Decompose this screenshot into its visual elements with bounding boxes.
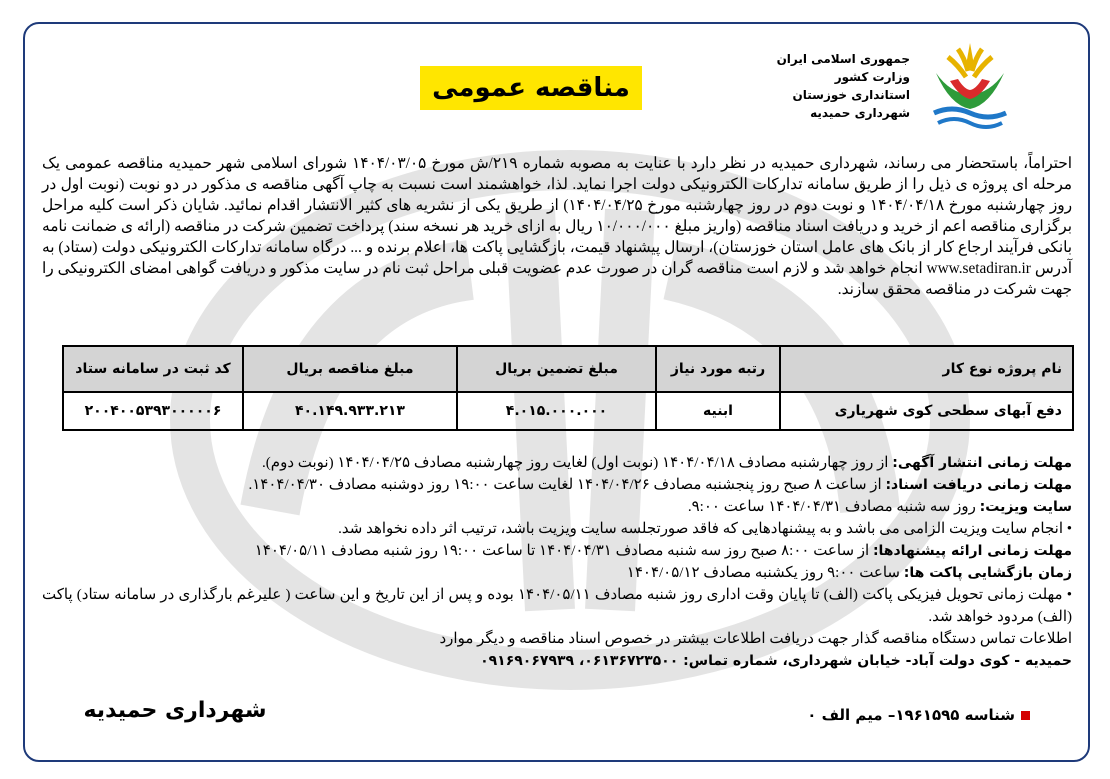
header-line-country: جمهوری اسلامی ایران [776,52,910,66]
tender-table [62,345,1074,431]
cell-grade: ابنیه [656,392,780,430]
header-block [770,50,910,122]
header-code: کد ثبت در سامانه ستاد [63,346,243,392]
header-project: نام پروژه نوع کار [780,346,1073,392]
tender-id: شناسه ۱۹۶۱۵۹۵– میم الف ۰ [720,706,1030,724]
schedule-item: مهلت زمانی ارائه پیشنهادها: از ساعت ۸:۰۰ صبح روز سه شنبه مصادف ۱۴۰۴/۰۴/۳۱ تا ساعت ۱۹:۰۰ روز شنبه مصادف ۱۴۰۴/۰۵/۱۱ [254,543,1072,559]
footer-organization: شهرداری حمیدیه [83,698,267,723]
table-row [63,392,1073,430]
header-amount: مبلغ مناقصه بریال [243,346,457,392]
title-banner [420,66,642,110]
table-header-row [63,346,1073,392]
header-line-municipality: شهرداری حمیدیه [810,106,910,120]
cell-code: ۲۰۰۴۰۰۵۳۹۳۰۰۰۰۰۶ [63,392,243,430]
header-grade: رتبه مورد نیاز [656,346,780,392]
schedule-note: • انجام سایت ویزیت الزامی می باشد و به پیشنهادهایی که فاقد صورتجلسه سایت ویزیت باشد، ترتیب اثر داده نخواهد شد. [338,521,1072,537]
cell-project: دفع آبهای سطحی کوی شهریاری [780,392,1073,430]
cell-guarantee: ۴.۰۱۵.۰۰۰.۰۰۰ [457,392,656,430]
header-guarantee: مبلغ تضمین بریال [457,346,656,392]
municipality-emblem-icon [920,35,1020,135]
header-line-province: استانداری خوزستان [792,88,910,102]
schedule-item: مهلت زمانی انتشار آگهی: از روز چهارشنبه مصادف ۱۴۰۴/۰۴/۱۸ (نوبت اول) لغایت روز چهارشنبه مصادف ۱۴۰۴/۰۴/۲۵ (نوبت دوم). [262,455,1072,471]
schedule-item: زمان بازگشایی پاکت ها: ساعت ۹:۰۰ روز یکشنبه مصادف ۱۴۰۴/۰۵/۱۲ [626,565,1072,581]
schedule-block [42,452,1072,672]
cell-amount: ۴۰.۱۴۹.۹۳۳.۲۱۳ [243,392,457,430]
header-line-ministry: وزارت کشور [834,70,910,84]
schedule-item: مهلت زمانی دریافت اسناد: از ساعت ۸ صبح روز پنجشنبه مصادف ۱۴۰۴/۰۴/۲۶ لغایت ساعت ۱۹:۰۰ روز دوشنبه مصادف ۱۴۰۴/۰۴/۳۰. [248,477,1072,493]
bullet-square-icon [1021,711,1030,720]
page-title: مناقصه عمومی [432,73,630,103]
contact-intro: اطلاعات تماس دستگاه مناقصه گذار جهت دریافت اطلاعات بیشتر در خصوص اسناد مناقصه و دیگر موارد [439,631,1072,647]
schedule-note: • مهلت زمانی تحویل فیزیکی پاکت (الف) تا پایان وقت اداری روز شنبه مصادف ۱۴۰۴/۰۵/۱۱ بوده و پس از این تاریخ و این ساعت ( علیرغم بارگذاری در سامانه ستاد) پاکت (الف) مردود خواهد شد. [42,587,1072,625]
schedule-item: سایت ویزیت: روز سه شنبه مصادف ۱۴۰۴/۰۴/۳۱ ساعت ۹:۰۰. [687,499,1072,515]
contact-address: حمیدیه - کوی دولت آباد- خیابان شهرداری، شماره تماس: ۰۶۱۳۶۷۲۳۵۰۰، ۰۹۱۶۹۰۶۷۹۳۹ [480,653,1072,669]
body-paragraph: احتراماً، باستحضار می رساند، شهرداری حمیدیه در نظر دارد با عنایت به مصوبه شماره ۲۱۹/ش مورخ ۱۴۰۴/۰۳/۰۵ شورای اسلامی شهر حمیدیه مناقصه عمومی یک مرحله ای پروژه ی ذیل را از طریق سامانه تدارکات الکترونیکی دولت اجرا نماید. لذا، خواهشمند است نسبت به چاپ آگهی مناقصه ی مذکور در دو نوبت (نوبت اول در روز چهارشنبه مورخ ۱۴۰۴/۰۴/۱۸ و نوبت دوم در روز چهارشنبه مورخ ۱۴۰۴/۰۴/۲۵) از طریق یکی از نشریه های کثیر الانتشار اقدام نمائید. شایان ذکر است کلیه مراحل برگزاری مناقصه اعم از خرید و دریافت اسناد مناقصه (واریز مبلغ ۱۰/۰۰۰/۰۰۰ ریال به ازای خرید هر نسخه سند) پرداخت تضمین شرکت در مناقصه (ارائه ی ضمانت نامه بانکی فرآیند ارجاع کار از بانک های عامل استان خوزستان)، ارسال پیشنهاد قیمت، بازگشایی پاکت ها، اعلام برنده و ... درگاه سامانه تدارکات الکترونیکی دولت (ستاد) به آدرس www.setadiran.ir انجام خواهد شد و لازم است مناقصه گران در صورت عدم عضویت قبلی مراحل ثبت نام در سایت مذکور و دریافت گواهی امضای الکترونیکی را جهت شرکت در مناقصه محقق سازند. [42,155,1072,298]
